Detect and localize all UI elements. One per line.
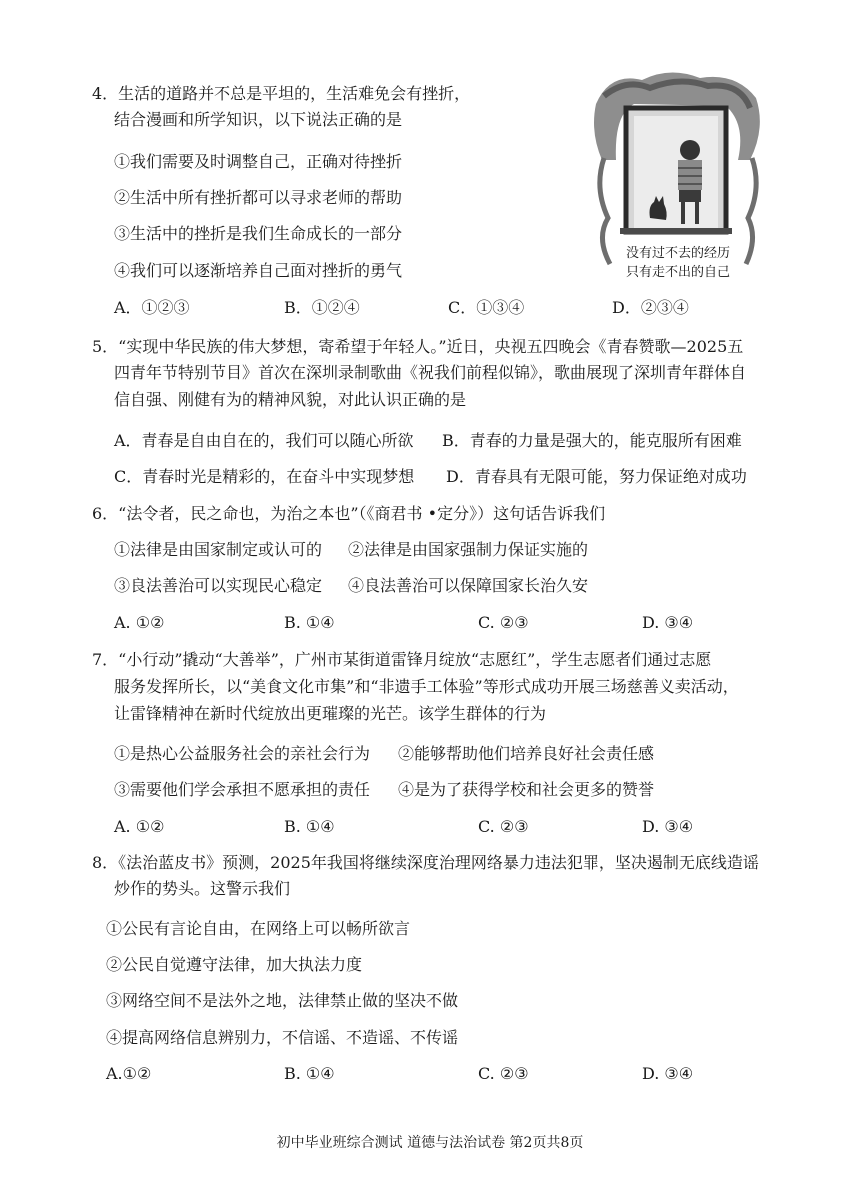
- q7-item-3: ③需要他们学会承担不愿承担的责任: [114, 780, 371, 799]
- q8-item-3: ③网络空间不是法外之地，法律禁止做的坚决不做: [106, 991, 459, 1010]
- cartoon-caption-line-1: 没有过不去的经历: [625, 246, 731, 261]
- q4-stem-line-1: 4．生活的道路并不总是平坦的，生活难免会有挫折，: [92, 84, 471, 103]
- q4-item-2: ②生活中所有挫折都可以寻求老师的帮助: [114, 188, 403, 207]
- q5-option-d: D．青春具有无限可能，努力保证绝对成功: [446, 467, 747, 486]
- q5-stem-line-1: 5．“实现中华民族的伟大梦想，寄希望于年轻人。”近日，央视五四晚会《青春赞歌—2025五: [92, 337, 744, 356]
- q4-option-a: A．①②③: [114, 298, 190, 317]
- q4-item-1: ①我们需要及时调整自己，正确对待挫折: [114, 152, 403, 171]
- q8-option-d: D. ③④: [642, 1064, 694, 1083]
- q7-item-1: ①是热心公益服务社会的亲社会行为: [114, 744, 371, 763]
- q7-item-2: ②能够帮助他们培养良好社会责任感: [398, 744, 655, 763]
- q5-stem-line-3: 信自强、刚健有为的精神风貌，对此认识正确的是: [114, 390, 467, 409]
- q4-option-b: B．①②④: [284, 298, 360, 317]
- q8-option-c: C. ②③: [478, 1064, 529, 1083]
- q8-item-2: ②公民自觉遵守法律，加大执法力度: [106, 955, 363, 974]
- q4-item-4: ④我们可以逐渐培养自己面对挫折的勇气: [114, 261, 403, 280]
- q7-stem-line-2: 服务发挥所长，以“美食文化市集”和“非遗手工体验”等形式成功开展三场慈善义卖活动，: [114, 677, 739, 696]
- q7-option-b: B. ①④: [284, 817, 335, 836]
- q6-item-1: ①法律是由国家制定或认可的: [114, 540, 323, 559]
- q5-option-b: B．青春的力量是强大的，能克服所有困难: [442, 431, 742, 450]
- q8-option-b: B. ①④: [284, 1064, 335, 1083]
- q6-option-d: D. ③④: [642, 613, 694, 632]
- q6-item-3: ③良法善治可以实现民心稳定: [114, 576, 323, 595]
- q7-option-a: A. ①②: [114, 817, 165, 836]
- q7-item-4: ④是为了获得学校和社会更多的赞誉: [398, 780, 655, 799]
- q5-option-c: C．青春时光是精彩的，在奋斗中实现梦想: [114, 467, 415, 486]
- q4-stem-line-2: 结合漫画和所学知识，以下说法正确的是: [114, 110, 403, 129]
- q8-stem-line-1: 8．《法治蓝皮书》预测，2025年我国将继续深度治理网络暴力违法犯罪，坚决遏制无底线造谣: [92, 853, 759, 872]
- q4-option-c: C．①③④: [448, 298, 525, 317]
- q6-item-2: ②法律是由国家强制力保证实施的: [348, 540, 589, 559]
- q8-item-1: ①公民有言论自由，在网络上可以畅所欲言: [106, 919, 411, 938]
- q7-option-c: C. ②③: [478, 817, 529, 836]
- page-footer: 初中毕业班综合测试 道德与法治试卷 第2页共8页: [276, 1135, 584, 1151]
- q6-option-c: C. ②③: [478, 613, 529, 632]
- q5-stem-line-2: 四青年节特别节目》首次在深圳录制歌曲《祝我们前程似锦》，歌曲展现了深圳青年群体自: [114, 363, 747, 382]
- cartoon-caption-line-2: 只有走不出的自己: [625, 265, 731, 280]
- q8-option-a: A.①②: [106, 1064, 152, 1083]
- q8-stem-line-2: 炒作的势头。这警示我们: [114, 879, 291, 898]
- q4-item-3: ③生活中的挫折是我们生命成长的一部分: [114, 224, 403, 243]
- q7-option-d: D. ③④: [642, 817, 694, 836]
- q7-stem-line-3: 让雷锋精神在新时代绽放出更璀璨的光芒。该学生群体的行为: [114, 704, 547, 723]
- q6-stem-line-1: 6．“法令者，民之命也，为治之本也”（《商君书 •定分》）这句话告诉我们: [92, 504, 606, 523]
- q5-option-a: A．青春是自由自在的，我们可以随心所欲: [114, 431, 414, 450]
- cartoon-illustration: [590, 68, 766, 290]
- q6-option-a: A. ①②: [114, 613, 165, 632]
- q4-option-d: D．②③④: [612, 298, 689, 317]
- cartoon-drawing: [590, 68, 766, 290]
- q6-option-b: B. ①④: [284, 613, 335, 632]
- q6-item-4: ④良法善治可以保障国家长治久安: [348, 576, 589, 595]
- q8-item-4: ④提高网络信息辨别力，不信谣、不造谣、不传谣: [106, 1028, 459, 1047]
- q7-stem-line-1: 7．“小行动”撬动“大善举”，广州市某街道雷锋月绽放“志愿红”，学生志愿者们通过志愿: [92, 650, 712, 669]
